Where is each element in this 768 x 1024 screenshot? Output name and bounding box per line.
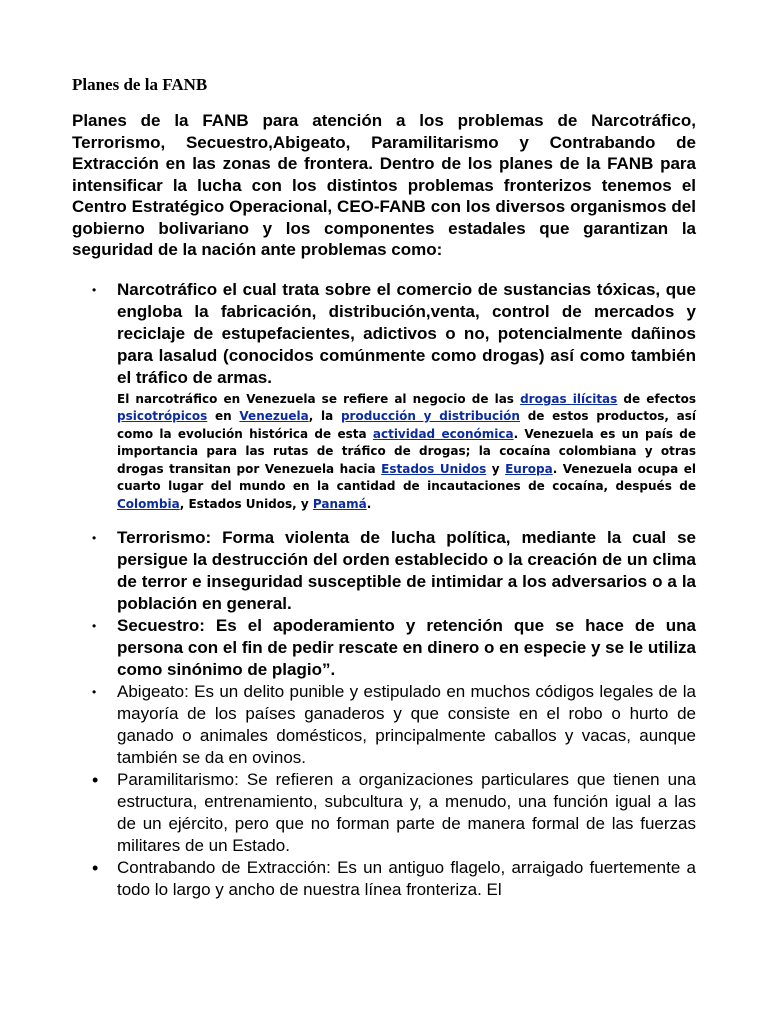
link-produccion-distribucion[interactable]: producción y distribución bbox=[340, 409, 520, 423]
list-item-abigeato bbox=[72, 681, 696, 769]
list-item-text: Terrorismo: Forma violenta de lucha política, mediante la cual se persigue la destrucción del orden establecido o la creación de un clima de terror e inseguridad susceptible de intimidar a los adversarios o a la población en general. bbox=[117, 528, 696, 613]
document-heading: Planes de la FANB bbox=[72, 75, 208, 94]
list-item-narcotrafico bbox=[72, 279, 696, 514]
bullet-icon: • bbox=[92, 619, 97, 633]
link-psicotropicos[interactable]: psicotrópicos bbox=[117, 409, 208, 423]
list-item-terrorismo bbox=[72, 527, 696, 615]
link-actividad-economica[interactable]: actividad económica bbox=[372, 426, 514, 441]
link-estados-unidos[interactable]: Estados Unidos bbox=[381, 461, 487, 476]
detail-text: El narcotráfico en Venezuela se refiere al negocio de las bbox=[117, 391, 521, 406]
document-page bbox=[72, 74, 696, 901]
link-colombia[interactable]: Colombia bbox=[117, 496, 180, 511]
bullet-icon: • bbox=[92, 858, 99, 878]
list-item-text: Secuestro: Es el apoderamiento y retención que se hace de una persona con el fin de pedir rescate en dinero o en especie y se le utiliza como sinónimo de plagio”. bbox=[117, 616, 696, 679]
bullet-icon: • bbox=[92, 685, 97, 699]
bullet-icon: • bbox=[92, 770, 99, 790]
bullet-icon: • bbox=[92, 282, 97, 297]
list-item-text: Narcotráfico el cual trata sobre el comercio de sustancias tóxicas, que engloba la fabricación, distribución,venta, control de mercados y reciclaje de estupefacientes, adictivos o no, potencialmente dañinos para lasalud (conocidos comúnmente como drogas) así como también el tráfico de armas. bbox=[117, 279, 696, 387]
problems-list bbox=[72, 279, 696, 902]
link-panama[interactable]: Panamá bbox=[312, 496, 367, 511]
intro-paragraph: Planes de la FANB para atención a los problemas de Narcotráfico, Terrorismo, Secuestro,Abigeato, Paramilitarismo y Contrabando de Extracción en las zonas de frontera. Dentro de los planes de la FANB para intensificar la lucha con los distintos problemas fronterizos tenemos el Centro Estratégico Operacional, CEO-FANB con los diversos organismos del gobierno bolivariano y los componentes estadales que garantizan la seguridad de la nación ante problemas como: bbox=[72, 111, 696, 259]
list-item-paramilitarismo bbox=[72, 769, 696, 857]
link-europa[interactable]: Europa bbox=[505, 461, 553, 476]
detail-text: . bbox=[366, 496, 372, 511]
detail-text: de efectos bbox=[617, 391, 696, 406]
list-item-secuestro bbox=[72, 615, 696, 681]
detail-text: . Venezuela es un país de importancia para las rutas de tráfico de drogas; la cocaína colombiana y otras drogas transitan por Venezuela hacia bbox=[117, 426, 696, 476]
list-item-contrabando bbox=[72, 857, 696, 901]
list-item-text: Abigeato: Es un delito punible y estipulado en muchos códigos legales de la mayoría de los países ganaderos y que consiste en el robo o hurto de ganado o animales domésticos, principalmente caballos y vacas, aunque también se da en ovinos. bbox=[117, 682, 696, 767]
link-venezuela[interactable]: Venezuela bbox=[239, 409, 309, 423]
bullet-icon: • bbox=[92, 531, 97, 545]
detail-text: , la bbox=[308, 409, 341, 423]
detail-text: y bbox=[486, 461, 506, 476]
detail-text: . Venezuela ocupa el cuarto lugar del mundo en la cantidad de incautaciones de cocaína, después de bbox=[117, 461, 696, 493]
detail-text: en bbox=[207, 409, 240, 423]
link-drogas-ilicitas[interactable]: drogas ilícitas bbox=[520, 391, 618, 406]
narcotrafico-detail-paragraph bbox=[117, 391, 696, 514]
list-item-text: Paramilitarismo: Se refieren a organizaciones particulares que tienen una estructura, entrenamiento, subcultura y, a menudo, una función igual a las de un ejército, pero que no forman parte de manera formal de las fuerzas militares de un Estado. bbox=[117, 770, 696, 855]
detail-text: , Estados Unidos, y bbox=[179, 496, 313, 511]
detail-text: de estos productos, así como la evolución histórica de esta bbox=[117, 409, 696, 441]
list-item-text: Contrabando de Extracción: Es un antiguo flagelo, arraigado fuertemente a todo lo largo y ancho de nuestra línea fronteriza. El bbox=[117, 858, 696, 899]
